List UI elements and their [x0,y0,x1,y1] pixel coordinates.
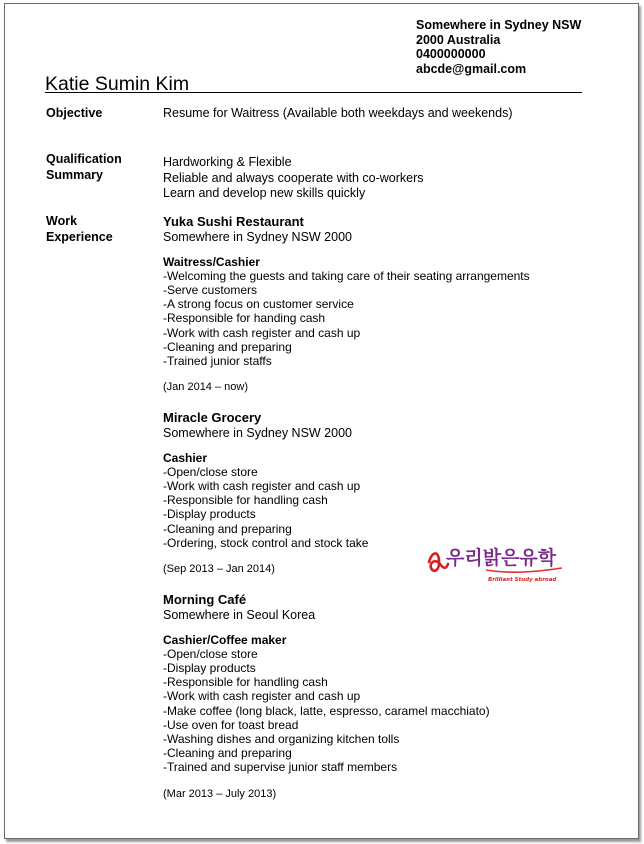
qualification-item: Learn and develop new skills quickly [163,186,366,200]
job-entry [163,592,490,801]
contact-block [416,18,581,76]
job-duty: -Responsible for handling cash [163,493,328,508]
job-duty: -Welcoming the guests and taking care of their seating arrangements [163,268,530,283]
job-duty: -Responsible for handling cash [163,675,328,690]
watermark-subtext: Brilliant Study abroad [488,577,557,583]
resume-name: Katie Sumin Kim [45,73,190,95]
qualification-label [46,152,122,183]
job-duty: -Open/close store [163,464,258,479]
job-duty: -Open/close store [163,646,258,661]
job-duty: -Work with cash register and cash up [163,325,361,340]
contact-email: abcde@gmail.com [416,61,527,76]
contact-phone: 0400000000 [416,47,486,61]
job-duty: -Cleaning and preparing [163,746,292,761]
job-duty: -Serve customers [163,282,258,297]
job-period: (Mar 2013 – July 2013) [163,787,277,800]
qualification-item: Reliable and always cooperate with co-workers [163,170,424,185]
job-duty: -Trained and supervise junior staff members [163,760,398,775]
job-duty: -Display products [163,660,256,675]
job-duty: -Cleaning and preparing [163,521,292,536]
job-role: Cashier/Coffee maker [163,632,287,647]
job-duty: -Responsible for handing cash [163,311,326,326]
objective-label: Objective [46,106,103,120]
job-period: (Jan 2014 – now) [163,381,248,394]
work-label-line2: Experience [46,229,113,244]
contact-address-line1: Somewhere in Sydney NSW [416,18,582,32]
name-underline [45,92,582,93]
job-role: Waitress/Cashier [163,254,260,269]
watermark-text: 우리밝은유학 [446,547,557,569]
job-location: Somewhere in Sydney NSW 2000 [163,426,352,440]
qualification-list [163,155,424,202]
qualification-item: Hardworking & Flexible [163,155,292,169]
objective-section [163,106,512,122]
job-location: Somewhere in Seoul Korea [163,608,316,622]
job-duty: -Make coffee (long black, latte, espresso, caramel macchiato) [163,703,490,718]
qualification-label-line1: Qualification [46,152,122,166]
job-company: Morning Café [163,592,247,607]
job-company: Yuka Sushi Restaurant [163,214,304,229]
contact-address-line2: 2000 Australia [416,32,501,47]
job-duty: -Ordering, stock control and stock take [163,535,369,550]
job-duty: -A strong focus on customer service [163,297,354,312]
work-label-line1: Work [46,214,78,228]
job-location: Somewhere in Sydney NSW 2000 [163,230,352,244]
job-entry [163,214,530,394]
qualification-label-line2: Summary [46,167,103,182]
objective-text: Resume for Waitress (Available both weekdays and weekends) [163,106,513,120]
job-duty: -Trained junior staffs [163,353,272,368]
resume-page [4,3,639,839]
job-company: Miracle Grocery [163,410,262,425]
job-period: (Sep 2013 – Jan 2014) [163,562,275,575]
job-duty: -Use oven for toast bread [163,717,299,732]
job-duty: -Cleaning and preparing [163,339,292,354]
job-role: Cashier [163,450,208,465]
job-duty: -Work with cash register and cash up [163,689,361,704]
job-duty: -Work with cash register and cash up [163,478,361,493]
job-duty: -Washing dishes and organizing kitchen tolls [163,731,400,746]
job-entry [163,410,368,576]
work-label [46,214,113,245]
job-duty: -Display products [163,507,256,522]
watermark-logo [426,540,566,588]
